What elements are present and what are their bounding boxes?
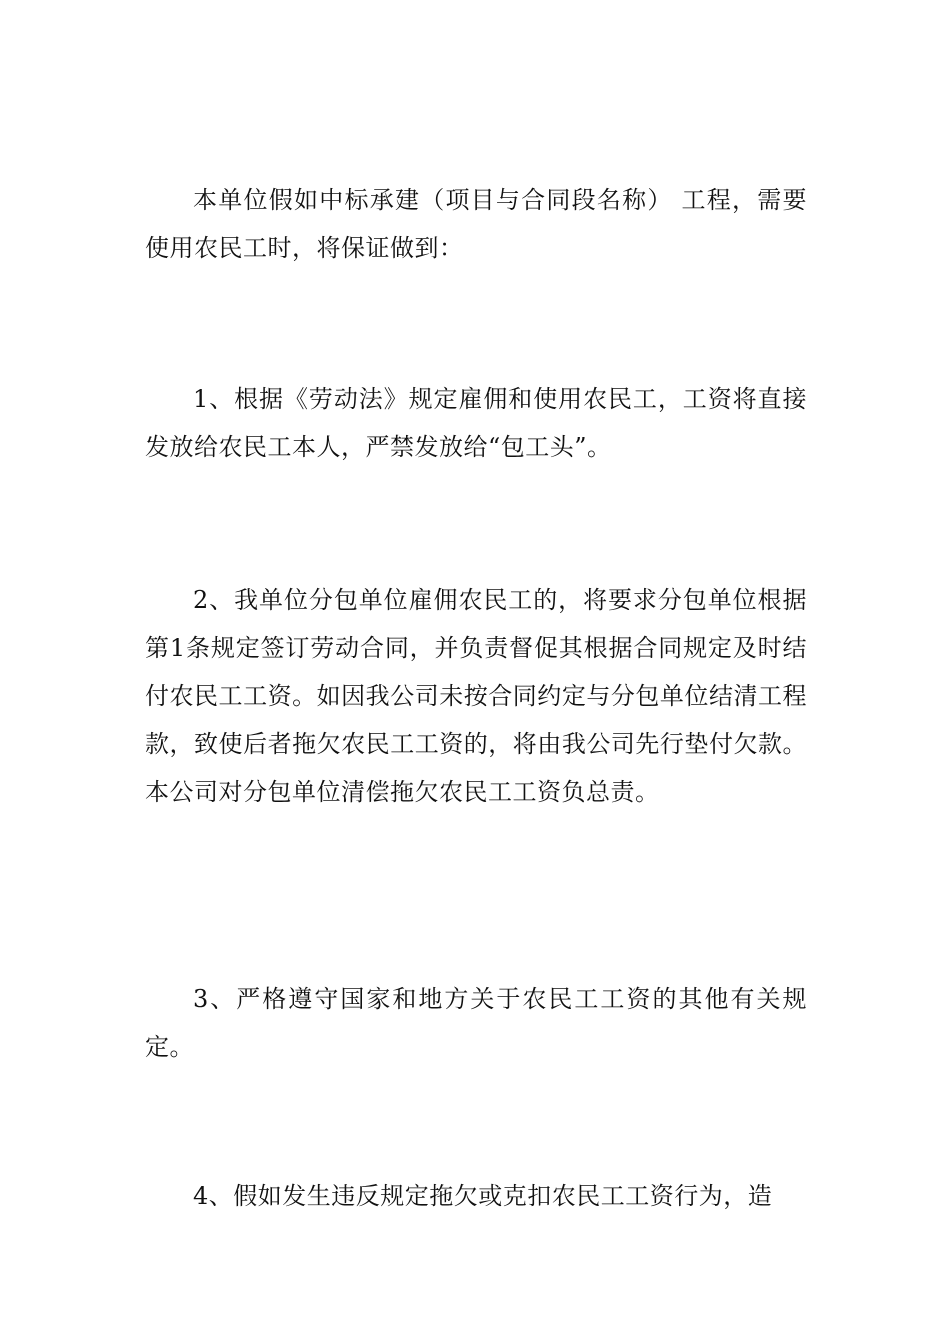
clause-3-paragraph: 3、严格遵守国家和地方关于农民工工资的其他有关规定。: [145, 985, 807, 1061]
clause-4-paragraph: 4、假如发生违反规定拖欠或克扣农民工工资行为，造: [193, 1182, 773, 1210]
intro-paragraph: 本单位假如中标承建（项目与合同段名称） 工程，需要使用农民工时，将保证做到：: [145, 186, 807, 262]
clause-1-paragraph: 1、根据《劳动法》规定雇佣和使用农民工，工资将直接发放给农民工本人，严禁发放给“包工头”。: [145, 385, 807, 461]
clause-2-paragraph: 2、我单位分包单位雇佣农民工的，将要求分包单位根据第1条规定签订劳动合同，并负责督促其根据合同规定及时结付农民工工资。如因我公司未按合同约定与分包单位结清工程款，致使后者拖欠农民工工资的，将由我公司先行垫付欠款。本公司对分包单位清偿拖欠农民工工资负总责。: [145, 586, 807, 806]
